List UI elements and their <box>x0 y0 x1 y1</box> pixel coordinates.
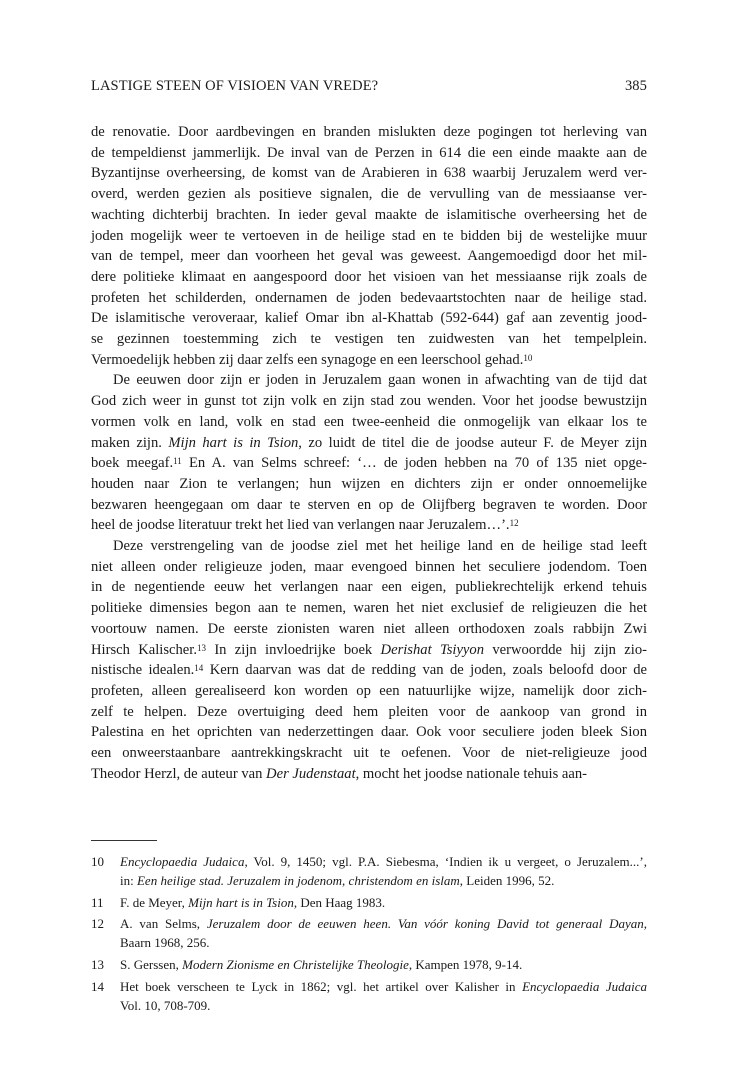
text-run: in de negentiende eeuw het verlangen naar een eigen, publiekrechtelijk erkend tehuis <box>91 579 647 596</box>
text-line <box>91 743 647 764</box>
text-line <box>91 226 647 247</box>
running-head-title: LASTIGE STEEN OF VISIOEN VAN VREDE? <box>91 78 379 94</box>
text-run: , Vol. 9, 1450; vgl. P.A. Siebesma, ‘Indien ik u vergeet, o Jeruzalem...’, <box>244 854 647 869</box>
footnote-line <box>120 956 647 975</box>
text-run: Deze verstrengeling van de joodse ziel met het heilige land en de heilige stad leeft <box>113 538 647 555</box>
text-line <box>91 515 647 536</box>
text-line <box>91 577 647 598</box>
text-run: Kern daarvan was dat de redding van de joden, zoals beloofd door de <box>203 662 647 679</box>
text-run: niet alleen onder religieuze joden, maar evengoed binnen het seculiere jodendom. Toen <box>91 558 647 575</box>
italic-title: Mijn hart is in Tsion <box>188 894 294 910</box>
footnote-ref[interactable]: 10 <box>523 352 533 363</box>
text-run: een onweerstaanbare aantrekkingskracht uit te oefenen. Voor de niet-religieuze jood <box>91 745 647 762</box>
footnote-line <box>120 872 647 891</box>
text-run: profeten het schilderden, ondernamen de joden bedevaartstochten naar de heilige stad. <box>91 289 647 306</box>
text-line <box>91 205 647 226</box>
text-line <box>91 370 647 391</box>
text-run: Het boek verscheen te Lyck in 1862; vgl. het artikel over Kalisher in <box>120 978 523 994</box>
text-run: , Kampen 1978, 9-14. <box>408 956 523 972</box>
text-run: In zijn invloedrijke boek <box>206 641 381 658</box>
text-line <box>91 288 647 309</box>
footnote-number: 12 <box>91 916 104 932</box>
text-run: , mocht het joodse nationale tehuis aan- <box>355 765 588 782</box>
text-run: En A. van Selms schreef: ‘… de joden hebben na 70 of 135 niet opge- <box>181 455 648 472</box>
text-run: houden naar Zion te verlangen; hun wijzen en dichters zijn er onder onnoemelijke <box>91 475 647 492</box>
footnote-line <box>120 978 647 997</box>
text-run: dere politieke klimaat en aangespoord door het visioen van het messiaanse rijk zoals de <box>91 268 647 285</box>
text-line <box>91 660 647 681</box>
text-run: joden mogelijk weer te vertoeven in de heilige stad en te bidden bij de westelijke muur <box>91 227 647 244</box>
italic-title: Modern Zionisme en Christelijke Theologie <box>182 956 409 972</box>
text-line <box>91 308 647 329</box>
text-run: Hirsch Kalischer. <box>91 641 197 658</box>
text-line <box>91 619 647 640</box>
text-line <box>91 163 647 184</box>
italic-title: Der Judenstaat <box>266 765 356 782</box>
text-line <box>91 267 647 288</box>
footnote-line <box>120 997 647 1016</box>
text-line <box>91 722 647 743</box>
text-line <box>91 246 647 267</box>
text-line <box>91 350 647 371</box>
italic-title: Mijn hart is in Tsion <box>168 434 299 451</box>
footnotes <box>91 853 647 1018</box>
text-run: de tempeldienst jammerlijk. De inval van de Perzen in 614 die een einde maakte aan de <box>91 144 647 161</box>
footnote-line <box>120 853 647 872</box>
text-line <box>91 702 647 723</box>
footnote-line <box>120 915 647 934</box>
text-line <box>91 557 647 578</box>
text-run: heel de joodse literatuur trekt het lied van verlangen naar Jeruzalem…’. <box>91 517 510 534</box>
text-run: se gezinnen toestemming zich te vestigen ten zuidwesten van het tempelplein. <box>91 331 647 348</box>
text-line <box>91 184 647 205</box>
text-run: verwoordde hij zijn zio- <box>484 641 647 658</box>
text-run: De islamitische veroveraar, kalief Omar ibn al-Khattab (592-644) gaf aan zeventig jood- <box>91 310 647 327</box>
paragraph <box>91 536 647 784</box>
page-number: 385 <box>624 78 647 94</box>
text-run: Theodor Herzl, de auteur van <box>91 765 267 782</box>
text-line <box>91 412 647 433</box>
footnote-ref[interactable]: 14 <box>194 663 204 674</box>
italic-title: Jeruzalem door de eeuwen heen. Van vóór koning David tot generaal Dayan <box>206 916 644 932</box>
text-line <box>91 495 647 516</box>
text-run: van de tempel, meer dan voorheen het geval was geweest. Aangemoedigd door het mil- <box>91 248 647 265</box>
text-run: , Den Haag 1983. <box>293 894 386 910</box>
text-run: zelf te helpen. Deze overtuiging deed hem pleiten voor de aankoop van grond in <box>91 703 647 720</box>
footnote-line <box>120 934 647 953</box>
text-run: Baarn 1968, 256. <box>120 935 210 951</box>
body-text <box>91 122 647 785</box>
text-line <box>91 391 647 412</box>
paragraph <box>91 370 647 536</box>
text-run: A. van Selms, <box>120 916 207 932</box>
text-run: Vol. 10, 708-709. <box>120 997 211 1013</box>
footnote-line <box>120 894 647 913</box>
text-run: , <box>643 916 647 932</box>
text-line <box>91 681 647 702</box>
footnote <box>91 894 647 913</box>
footnote-number: 11 <box>91 894 104 910</box>
text-run: God zich weer in gunst tot zijn volk en zijn stad zou wenden. Voor het joodse bewustzijn <box>91 393 647 410</box>
footnote-number: 14 <box>91 978 104 994</box>
text-run: politieke dimensies begon aan te nemen, waren het niet exclusief de religieuzen die het <box>91 600 647 617</box>
footnote-number: 10 <box>91 854 104 869</box>
text-run: boek meegaf. <box>91 455 174 472</box>
text-run: overd, werden gezien als positieve signalen, die de vervulling van de messiaanse ver- <box>91 186 647 203</box>
text-run: , Leiden 1996, 52. <box>459 872 555 888</box>
text-run: Vermoedelijk hebben zij daar zelfs een synagoge en een leerschool gehad. <box>91 351 524 368</box>
text-line <box>91 453 647 474</box>
footnote-ref[interactable]: 12 <box>509 518 519 529</box>
footnote-separator <box>91 840 157 841</box>
text-line <box>91 536 647 557</box>
text-run: bezwaren heengegaan om daar te sterven en op de Olijfberg begraven te worden. Door <box>91 496 647 513</box>
text-run: F. de Meyer, <box>120 894 189 910</box>
footnote-ref[interactable]: 11 <box>173 456 182 467</box>
footnote-ref[interactable]: 13 <box>197 642 206 653</box>
text-run: nistische idealen. <box>91 662 195 679</box>
text-line <box>91 640 647 661</box>
text-run: in: <box>120 872 137 888</box>
text-line <box>91 598 647 619</box>
text-run: Palestina en het oprichten van nederzettingen daar. Ook voor seculiere joden bleek Sion <box>91 724 647 741</box>
text-run: maken zijn. <box>91 434 169 451</box>
text-line <box>91 433 647 454</box>
text-run: voortouw namen. De eerste zionisten waren niet alleen orthodoxen zoals rabbijn Zwi <box>91 620 647 637</box>
text-line <box>91 764 647 785</box>
paragraph <box>91 122 647 370</box>
text-run: vormen volk en land, volk en stad een twee-eenheid die onmogelijk van elkaar los te <box>91 413 647 430</box>
footnote <box>91 853 647 891</box>
footnote <box>91 956 647 975</box>
italic-title: Een heilige stad. Jeruzalem in jodenom, christendom en islam <box>136 872 460 888</box>
italic-title: Derishat Tsiyyon <box>380 641 485 658</box>
text-run: wachting dichterbij brachten. In ieder geval maakte de islamitische overheersing het de <box>91 206 647 223</box>
italic-title: Encyclopaedia Judaica <box>120 854 245 869</box>
text-line <box>91 329 647 350</box>
footnote <box>91 915 647 953</box>
text-run: S. Gerssen, <box>120 956 183 972</box>
text-run: profeten, alleen gerealiseerd kon worden op een natuurlijke wijze, namelijk door zich- <box>91 682 647 699</box>
italic-title: Encyclopaedia Judaica <box>522 978 647 994</box>
footnote-number: 13 <box>91 956 104 972</box>
text-run: de renovatie. Door aardbevingen en branden mislukten deze pogingen tot herleving van <box>91 124 647 140</box>
text-run: Byzantijnse overheersing, de komst van de Arabieren in 638 waarbij Jeruzalem werd ver- <box>91 165 647 182</box>
text-line <box>91 143 647 164</box>
text-run: De eeuwen door zijn er joden in Jeruzalem gaan wonen in afwachting van de tijd dat <box>113 372 647 389</box>
footnote <box>91 978 647 1016</box>
text-line <box>91 474 647 495</box>
text-line <box>91 122 647 143</box>
text-run: , zo luidt de titel die de joodse auteur F. de Meyer zijn <box>298 434 647 451</box>
